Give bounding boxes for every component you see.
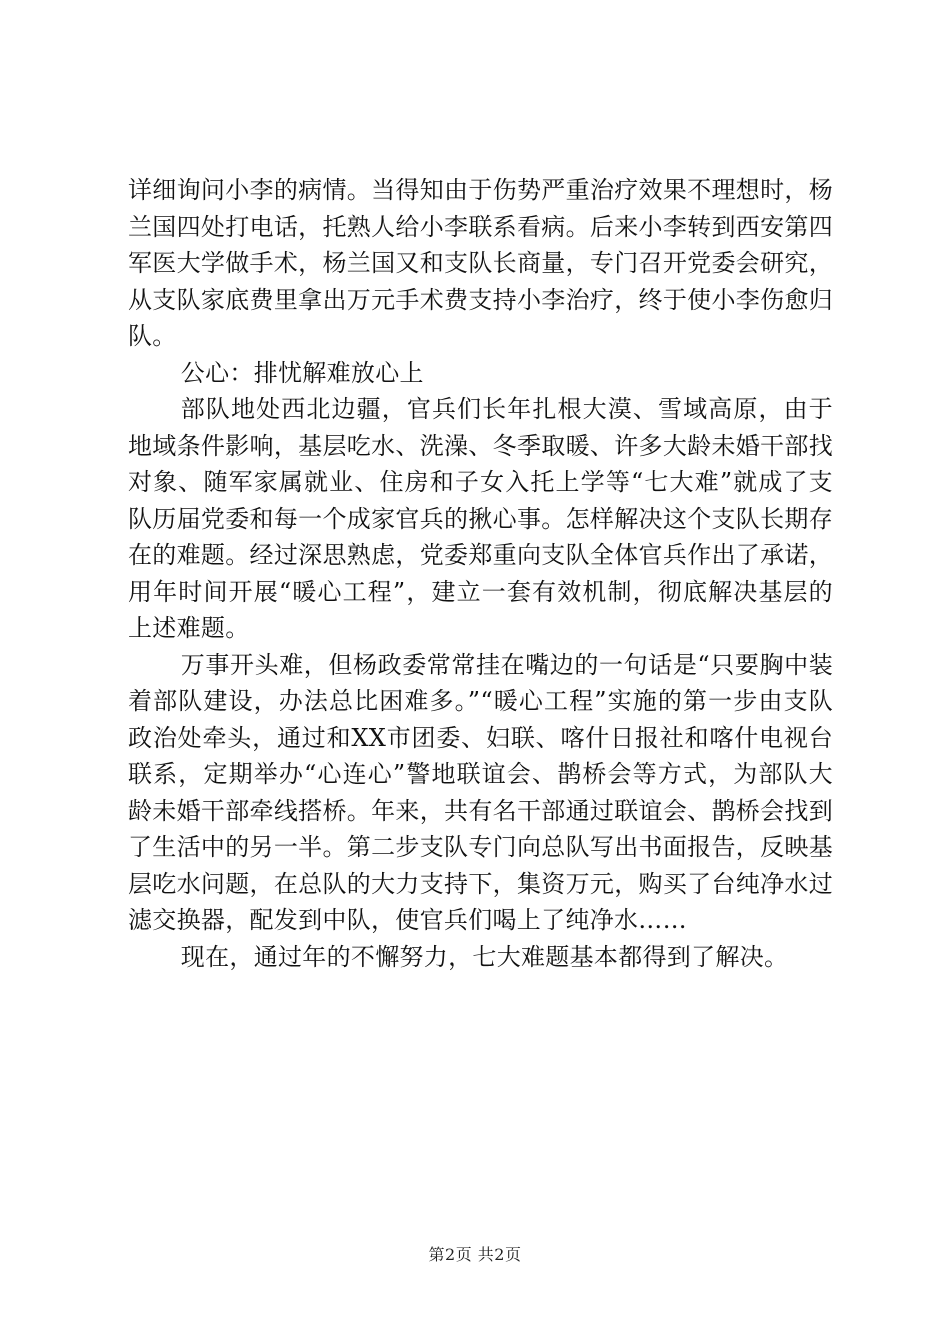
page-number-label: 第2页 共2页 [428,1245,522,1264]
paragraph-continuation: 详细询问小李的病情。当得知由于伤势严重治疗效果不理想时，杨兰国四处打电话，托熟人给小李联系看病。后来小李转到西安第四军医大学做手术，杨兰国又和支队长商量，专门召开党委会研究，从支队家底费里拿出万元手术费支持小李治疗，终于使小李伤愈归队。 [128,176,833,350]
paragraph-warm-heart-project: 万事开头难，但杨政委常常挂在嘴边的一句话是“只要胸中装着部队建设，办法总比困难多。”“暖心工程”实施的第一步由支队政治处牵头，通过和XX市团委、妇联、喀什日报社和喀什电视台联系，定期举办“心连心”警地联谊会、鹊桥会等方式，为部队大龄未婚干部牵线搭桥。年来，共有名干部通过联谊会、鹊桥会找到了生活中的另一半。第二步支队专门向总队写出书面报告，反映基层吃水问题，在总队的大力支持下，集资万元，购买了台纯净水过滤交换器，配发到中队，使官兵们喝上了纯净水…… [128,650,833,934]
paragraph-seven-difficulties: 部队地处西北边疆，官兵们长年扎根大漠、雪域高原，由于地域条件影响，基层吃水、洗澡、冬季取暖、许多大龄未婚干部找对象、随军家属就业、住房和子女入托上学等“七大难”就成了支队历届党委和每一个成家官兵的揪心事。怎样解决这个支队长期存在的难题。经过深思熟虑，党委郑重向支队全体官兵作出了承诺，用年时间开展“暖心工程”，建立一套有效机制，彻底解决基层的上述难题。 [128,395,833,642]
section-subheading: 公心：排忧解难放心上 [180,358,424,387]
page-footer [0,1242,950,1265]
document-body [128,172,833,975]
paragraph-conclusion: 现在，通过年的不懈努力，七大难题基本都得到了解决。 [180,942,789,971]
